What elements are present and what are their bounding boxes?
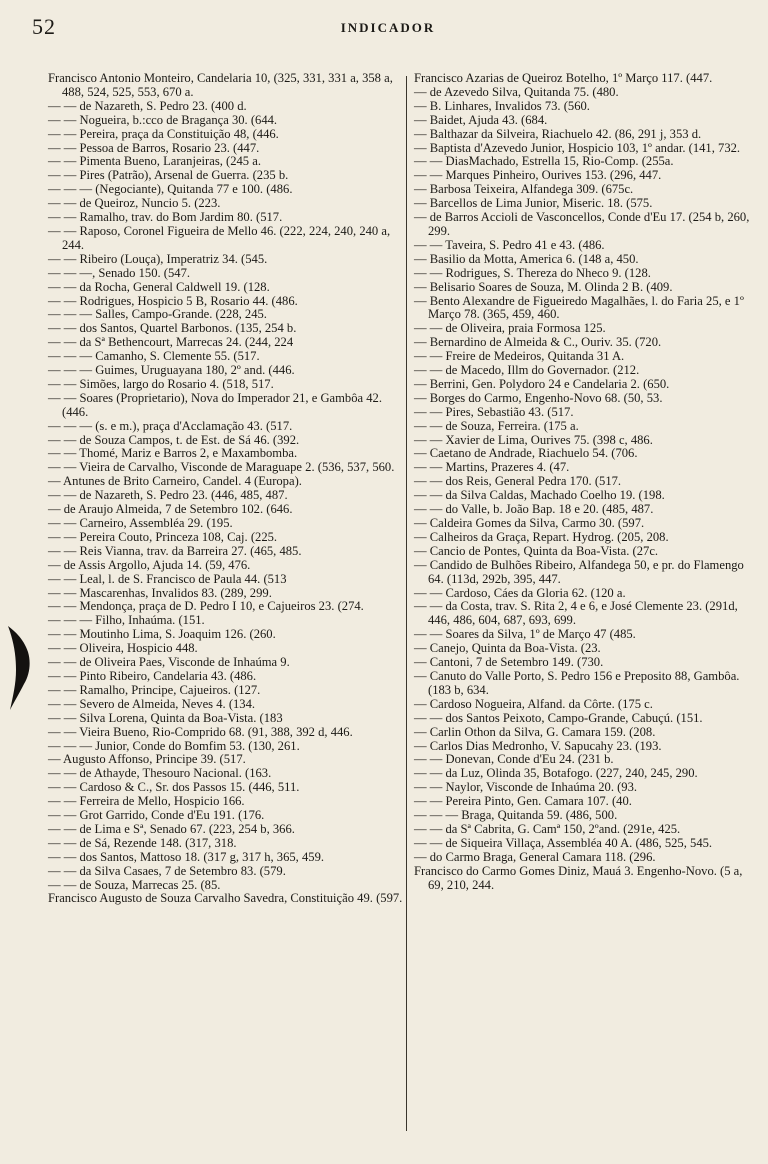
directory-entry: — — — Junior, Conde do Bomfim 53. (130, 261. [48,738,300,753]
directory-entry: — Canejo, Quinta da Boa-Vista. (23. [414,641,601,656]
directory-entry: — B. Linhares, Invalidos 73. (560. [414,98,590,113]
directory-entry: — — Martins, Prazeres 4. (47. [414,460,570,475]
directory-entry: — — Ramalho, Principe, Cajueiros. (127. [48,682,261,697]
directory-entry: — Carlos Dias Medronho, V. Sapucahy 23. (193. [414,738,662,753]
directory-entry: — — Soares da Silva, 1º de Março 47 (485. [414,627,636,642]
directory-entry: — — Pires (Patrão), Arsenal de Guerra. (235 b. [48,168,289,183]
directory-entry: — — —, Senado 150. (547. [48,265,191,280]
directory-entry: Francisco Azarias de Queiroz Botelho, 1º Março 117. (447. [414,71,713,85]
directory-entry: — — Vieira Bueno, Rio-Comprido 68. (91, 388, 392 d, 446. [48,724,353,739]
directory-entry: — — Ferreira de Mello, Hospicio 166. [48,794,245,809]
directory-entry: — — Pereira Pinto, Gen. Camara 107. (40. [414,794,632,809]
directory-entry: — Balthazar da Silveira, Riachuelo 42. (86, 291 j, 353 d. [414,126,702,141]
directory-entry: — — da Rocha, General Caldwell 19. (128. [48,279,270,294]
directory-entry: — — Vieira de Carvalho, Visconde de Maraguape 2. (536, 537, 560. [48,460,395,475]
directory-entry: Francisco Antonio Monteiro, Candelaria 10, (325, 331, 331 a, 358 a, 488, 524, 525, 553, 670 a. [48,71,393,99]
directory-entry: — Candido de Bulhões Ribeiro, Alfandega 50, e pr. do Flamengo 64. (113d, 292b, 395, 447. [414,557,744,586]
directory-entry: — — Mascarenhas, Invalidos 83. (289, 299. [48,585,272,600]
directory-entry: — — da Costa, trav. S. Rita 2, 4 e 6, e José Clemente 23. (291d, 446, 486, 604, 687, 693, 699. [414,599,738,628]
directory-entry: Francisco Augusto de Souza Carvalho Savedra, Constituição 49. (597. [48,891,403,906]
directory-entry: — — Rodrigues, S. Thereza do Nheco 9. (128. [414,265,651,280]
directory-entry: — — de Oliveira Paes, Visconde de Inhaúma 9. [48,655,290,670]
directory-entry: — Carlin Othon da Silva, G. Camara 159. (208. [414,724,656,739]
directory-entry: — — Ramalho, trav. do Bom Jardim 80. (517. [48,210,283,225]
directory-entry: — Calheiros da Graça, Repart. Hydrog. (205, 208. [414,529,669,544]
directory-entry: — — de Macedo, Illm do Governador. (212. [414,363,640,378]
directory-entry: — — — Salles, Campo-Grande. (228, 245. [48,307,267,322]
directory-entry: — — Oliveira, Hospicio 448. [48,641,198,656]
directory-entry: — de Araujo Almeida, 7 de Setembro 102. (646. [48,502,293,517]
directory-entry: — — da Silva Caldas, Machado Coelho 19. (198. [414,488,665,503]
directory-entry: — — de Queiroz, Nuncio 5. (223. [48,196,221,211]
directory-entry: — Antunes de Brito Carneiro, Candel. 4 (Europa). [48,474,302,489]
directory-entry: — — Donevan, Conde d'Eu 24. (231 b. [414,752,614,767]
directory-entry: — — Xavier de Lima, Ourives 75. (398 c, 486. [414,432,653,447]
directory-entry: — — Pinto Ribeiro, Candelaria 43. (486. [48,668,257,683]
directory-entry: — — Cardoso & C., Sr. dos Passos 15. (446, 511. [48,780,300,795]
directory-entry: — — de Sá, Rezende 148. (317, 318. [48,835,237,850]
directory-entry: — — de Nazareth, S. Pedro 23. (446, 485, 487. [48,488,288,503]
page-header [30,14,746,42]
directory-entry: — — da Sª Cabrita, G. Camª 150, 2ºand. (291e, 425. [414,821,681,836]
page-title: INDICADOR [340,20,436,35]
directory-entry: — — dos Santos Peixoto, Campo-Grande, Cabuçú. (151. [414,710,703,725]
directory-entry: — — DiasMachado, Estrella 15, Rio-Comp. (255a. [414,154,674,169]
directory-entry: — — Reis Vianna, trav. da Barreira 27. (465, 485. [48,543,302,558]
directory-entry: — — Pessoa de Barros, Rosario 23. (447. [48,140,260,155]
directory-entry: — — de Siqueira Villaça, Assembléa 40 A. (486, 525, 545. [414,835,713,850]
directory-entry: — Basilio da Motta, America 6. (148 a, 450. [414,251,639,266]
directory-entry: — — Raposo, Coronel Figueira de Mello 46. (222, 224, 240, 240 a, 244. [48,223,391,252]
directory-entry: — — de Souza Campos, t. de Est. de Sá 46. (392. [48,432,300,447]
left-column [48,72,403,906]
directory-entry: — — Leal, l. de S. Francisco de Paula 44. (513 [48,571,287,586]
directory-entry: — — — Filho, Inhaúma. (151. [48,613,205,628]
directory-entry: — Canuto do Valle Porto, S. Pedro 156 e Preposito 88, Gambôa. (183 b, 634. [414,668,740,697]
directory-entry: — — Freire de Medeiros, Quitanda 31 A. [414,349,625,364]
right-column [414,72,759,892]
directory-entry: — Cantoni, 7 de Setembro 149. (730. [414,655,604,670]
directory-entry: — Cancio de Pontes, Quinta da Boa-Vista. (27c. [414,543,659,558]
ink-blot-mark [6,622,32,712]
directory-entry: — — de Souza, Marrecas 25. (85. [48,877,221,892]
directory-entry: — — de Oliveira, praia Formosa 125. [414,321,606,336]
directory-entry: — Augusto Affonso, Principe 39. (517. [48,752,246,767]
directory-entry: — Bernardino de Almeida & C., Ouriv. 35. (720. [414,335,662,350]
directory-entry: — — Simões, largo do Rosario 4. (518, 517. [48,376,274,391]
directory-entry: — — — (s. e m.), praça d'Acclamação 43. (517. [48,418,293,433]
directory-entry: — — Marques Pinheiro, Ourives 153. (296, 447. [414,168,662,183]
directory-entry: — do Carmo Braga, General Camara 118. (296. [414,849,656,864]
directory-entry: — — Moutinho Lima, S. Joaquim 126. (260. [48,627,276,642]
directory-entry: — de Barros Accioli de Vasconcellos, Conde d'Eu 17. (254 b, 260, 299. [414,210,750,238]
directory-entry: — Borges do Carmo, Engenho-Novo 68. (50, 53. [414,390,663,405]
directory-entry: — Caetano de Andrade, Riachuelo 54. (706. [414,446,638,461]
directory-entry: — — Silva Lorena, Quinta da Boa-Vista. (183 [48,710,283,725]
directory-entry: — — — Camanho, S. Clemente 55. (517. [48,349,260,364]
directory-entry: — Barcellos de Lima Junior, Miseric. 18. (575. [414,196,653,211]
directory-entry: — — Thomé, Mariz e Barros 2, e Maxambomba. [48,446,298,461]
directory-entry: — — de Nazareth, S. Pedro 23. (400 d. [48,98,247,113]
directory-entry: — — Nogueira, b.:cco de Bragança 30. (644. [48,112,278,127]
directory-entry: — — dos Reis, General Pedra 170. (517. [414,474,622,489]
directory-entry: — — Rodrigues, Hospicio 5 B, Rosario 44. (486. [48,293,298,308]
directory-entry: — Cardoso Nogueira, Alfand. da Côrte. (175 c. [414,696,653,711]
directory-entry: — Baidet, Ajuda 43. (684. [414,112,548,127]
column-divider [406,76,407,1131]
directory-entry: — Baptista d'Azevedo Junior, Hospicio 103, 1º andar. (141, 732. [414,140,741,155]
directory-entry: — de Azevedo Silva, Quitanda 75. (480. [414,84,619,99]
directory-entry: — — Pires, Sebastião 43. (517. [414,404,574,419]
directory-entry: — — Cardoso, Cáes da Gloria 62. (120 a. [414,585,626,600]
directory-entry: — — — (Negociante), Quitanda 77 e 100. (486. [48,182,293,197]
directory-entry: — — Carneiro, Assembléa 29. (195. [48,516,233,530]
directory-entry: — — dos Santos, Quartel Barbonos. (135, 254 b. [48,321,297,336]
directory-entry: — — dos Santos, Mattoso 18. (317 g, 317 h, 365, 459. [48,849,325,864]
directory-entry: — — de Lima e Sª, Senado 67. (223, 254 b, 366. [48,821,295,836]
directory-entry: — — de Athayde, Thesouro Nacional. (163. [48,766,272,781]
directory-entry: — — Pereira Couto, Princeza 108, Caj. (225. [48,529,278,544]
directory-entry: — — — Guimes, Uruguayana 180, 2º and. (446. [48,363,295,378]
directory-entry: — — da Silva Casaes, 7 de Setembro 83. (579. [48,863,286,878]
directory-entry: — — Pimenta Bueno, Laranjeiras, (245 a. [48,154,261,169]
directory-entry: — — Naylor, Visconde de Inhaúma 20. (93. [414,780,638,795]
directory-entry: — — Grot Garrido, Conde d'Eu 191. (176. [48,808,265,823]
directory-entry: — — Mendonça, praça de D. Pedro I 10, e Cajueiros 23. (274. [48,599,364,614]
directory-entry: — — Ribeiro (Louça), Imperatriz 34. (545. [48,251,268,266]
directory-entry: — — Severo de Almeida, Neves 4. (134. [48,696,256,711]
directory-entry: — — Taveira, S. Pedro 41 e 43. (486. [414,237,605,252]
directory-entry: — — do Valle, b. João Bap. 18 e 20. (485, 487. [414,502,654,517]
directory-entry: — de Assis Argollo, Ajuda 14. (59, 476. [48,557,251,572]
directory-entry: — — da Luz, Olinda 35, Botafogo. (227, 240, 245, 290. [414,766,698,781]
directory-entry: — Barbosa Teixeira, Alfandega 309. (675c. [414,182,634,197]
directory-entry: — — da Sª Bethencourt, Marrecas 24. (244, 224 [48,335,294,350]
directory-entry: — — de Souza, Ferreira. (175 a. [414,418,579,433]
directory-entry: — — — Braga, Quitanda 59. (486, 500. [414,808,618,823]
directory-entry: — Caldeira Gomes da Silva, Carmo 30. (597. [414,516,645,530]
directory-entry: — Belisario Soares de Souza, M. Olinda 2 B. (409. [414,279,673,294]
directory-entry: — Bento Alexandre de Figueiredo Magalhães, l. do Faria 25, e 1º Março 78. (365, 459, 460. [414,293,744,322]
page-number: 52 [32,14,56,39]
directory-entry: — — Pereira, praça da Constituição 48, (446. [48,126,279,141]
directory-entry: — Berrini, Gen. Polydoro 24 e Candelaria 2. (650. [414,376,670,391]
directory-entry: — — Soares (Proprietario), Nova do Imperador 21, e Gambôa 42. (446. [48,390,382,419]
directory-entry: Francisco do Carmo Gomes Diniz, Mauá 3. Engenho-Novo. (5 a, 69, 210, 244. [414,863,743,892]
